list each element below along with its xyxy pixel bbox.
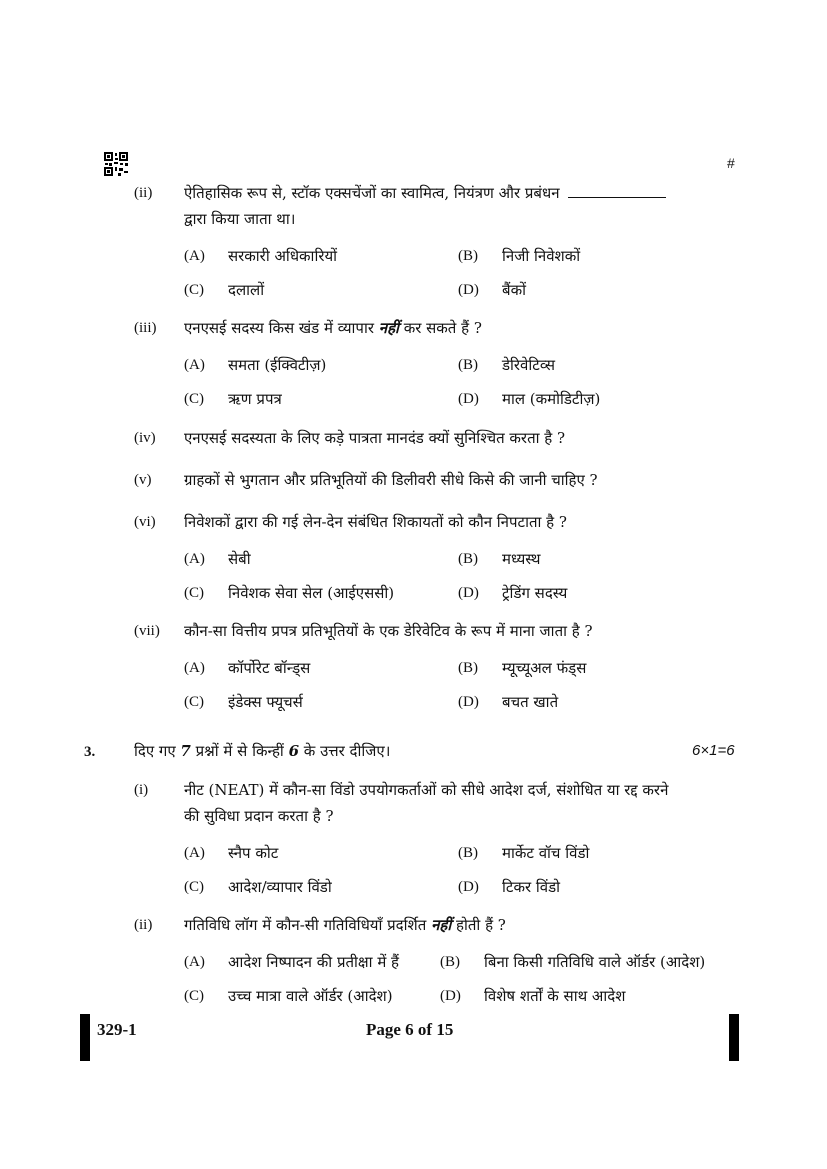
option-text: बैंकों <box>502 281 526 299</box>
question-text: ग्राहकों से भुगतान और प्रतिभूतियों की डिलीवरी सीधे किसे की जानी चाहिए ? <box>184 471 598 489</box>
question-text: गतिविधि लॉग में कौन-सी गतिविधियाँ प्रदर्शित नहीं होती हैं ? <box>184 916 506 934</box>
option-text: आदेश/व्यापार विंडो <box>228 878 332 896</box>
option-label: (B) <box>458 660 478 676</box>
option-text: स्नैप कोट <box>228 844 279 862</box>
question-text: एनएसई सदस्य किस खंड में व्यापार नहीं कर सकते हैं ? <box>184 319 482 337</box>
question-number: (iii) <box>134 320 157 336</box>
option-text: इंडेक्स फ्यूचर्स <box>228 693 303 711</box>
question-number: (vi) <box>134 514 156 530</box>
footer-right-bar <box>729 1014 739 1061</box>
footer-left-bar <box>80 1014 90 1061</box>
option-label: (A) <box>184 660 205 676</box>
option-label: (A) <box>184 551 205 567</box>
answer-blank <box>568 185 666 198</box>
option-text: सेबी <box>228 550 251 568</box>
option-text: बचत खाते <box>502 693 559 711</box>
option-label: (C) <box>184 585 204 601</box>
option-label: (A) <box>184 357 205 373</box>
option-text: निवेशक सेवा सेल (आईएससी) <box>228 584 395 602</box>
option-label: (D) <box>458 585 479 601</box>
section-instruction: दिए गए 7 प्रश्नों में से किन्हीं 6 के उत्तर दीजिए। <box>134 742 391 760</box>
question-text-cont: की सुविधा प्रदान करता है ? <box>184 807 334 825</box>
option-text: माल (कमोडिटीज़) <box>502 390 601 408</box>
option-label: (C) <box>184 988 204 1004</box>
question-number: (vii) <box>134 623 160 639</box>
option-label: (C) <box>184 879 204 895</box>
option-text: दलालों <box>228 281 265 299</box>
question-text: निवेशकों द्वारा की गई लेन-देन संबंधित शिकायतों को कौन निपटाता है ? <box>184 513 567 531</box>
option-text: डेरिवेटिव्स <box>502 356 556 374</box>
option-label: (D) <box>440 988 461 1004</box>
page-marker: # <box>727 155 735 171</box>
option-label: (C) <box>184 694 204 710</box>
option-text: बिना किसी गतिविधि वाले ऑर्डर (आदेश) <box>484 953 706 971</box>
option-label: (A) <box>184 248 205 264</box>
question-number: (i) <box>134 782 149 798</box>
section-number: 3. <box>84 744 96 760</box>
question-number: (v) <box>134 472 152 488</box>
question-number: (ii) <box>134 185 153 201</box>
option-label: (B) <box>458 248 478 264</box>
option-text: विशेष शर्तों के साथ आदेश <box>484 987 626 1005</box>
option-text: मध्यस्थ <box>502 550 541 568</box>
option-text: उच्च मात्रा वाले ऑर्डर (आदेश) <box>228 987 393 1005</box>
option-text: समता (ईक्विटीज़) <box>228 356 327 374</box>
option-text: कॉर्पोरेट बॉन्ड्स <box>228 659 311 677</box>
question-text: ऐतिहासिक रूप से, स्टॉक एक्सचेंजों का स्वामित्व, नियंत्रण और प्रबंधन <box>184 183 666 203</box>
option-label: (A) <box>184 845 205 861</box>
question-text: नीट (NEAT) में कौन-सा विंडो उपयोगकर्ताओं को सीधे आदेश दर्ज, संशोधित या रद्द करने <box>184 781 669 799</box>
question-number: (ii) <box>134 917 153 933</box>
option-label: (A) <box>184 954 205 970</box>
question-text-cont: द्वारा किया जाता था। <box>184 210 296 228</box>
option-label: (D) <box>458 391 479 407</box>
option-text: आदेश निष्पादन की प्रतीक्षा में हैं <box>228 953 400 971</box>
option-text: निजी निवेशकों <box>502 247 581 265</box>
question-text: एनएसई सदस्यता के लिए कड़े पात्रता मानदंड क्यों सुनिश्चित करता है ? <box>184 429 566 447</box>
option-label: (B) <box>458 357 478 373</box>
option-label: (C) <box>184 391 204 407</box>
option-label: (B) <box>458 551 478 567</box>
option-text: मार्केट वॉच विंडो <box>502 844 590 862</box>
question-number: (iv) <box>134 430 156 446</box>
option-label: (B) <box>458 845 478 861</box>
option-text: सरकारी अधिकारियों <box>228 247 338 265</box>
option-text: ट्रेडिंग सदस्य <box>502 584 568 602</box>
option-label: (C) <box>184 282 204 298</box>
option-label: (B) <box>440 954 460 970</box>
option-label: (D) <box>458 694 479 710</box>
question-text: कौन-सा वित्तीय प्रपत्र प्रतिभूतियों के एक डेरिवेटिव के रूप में माना जाता है ? <box>184 622 593 640</box>
paper-code: 329-1 <box>97 1020 137 1039</box>
page-number: Page 6 of 15 <box>366 1020 454 1039</box>
option-label: (D) <box>458 282 479 298</box>
option-text: टिकर विंडो <box>502 878 561 896</box>
marks-allocation: 6×1=6 <box>692 742 735 759</box>
option-label: (D) <box>458 879 479 895</box>
option-text: म्यूच्यूअल फंड्स <box>502 659 587 677</box>
option-text: ऋण प्रपत्र <box>228 390 282 408</box>
qr-code-icon <box>104 152 128 176</box>
